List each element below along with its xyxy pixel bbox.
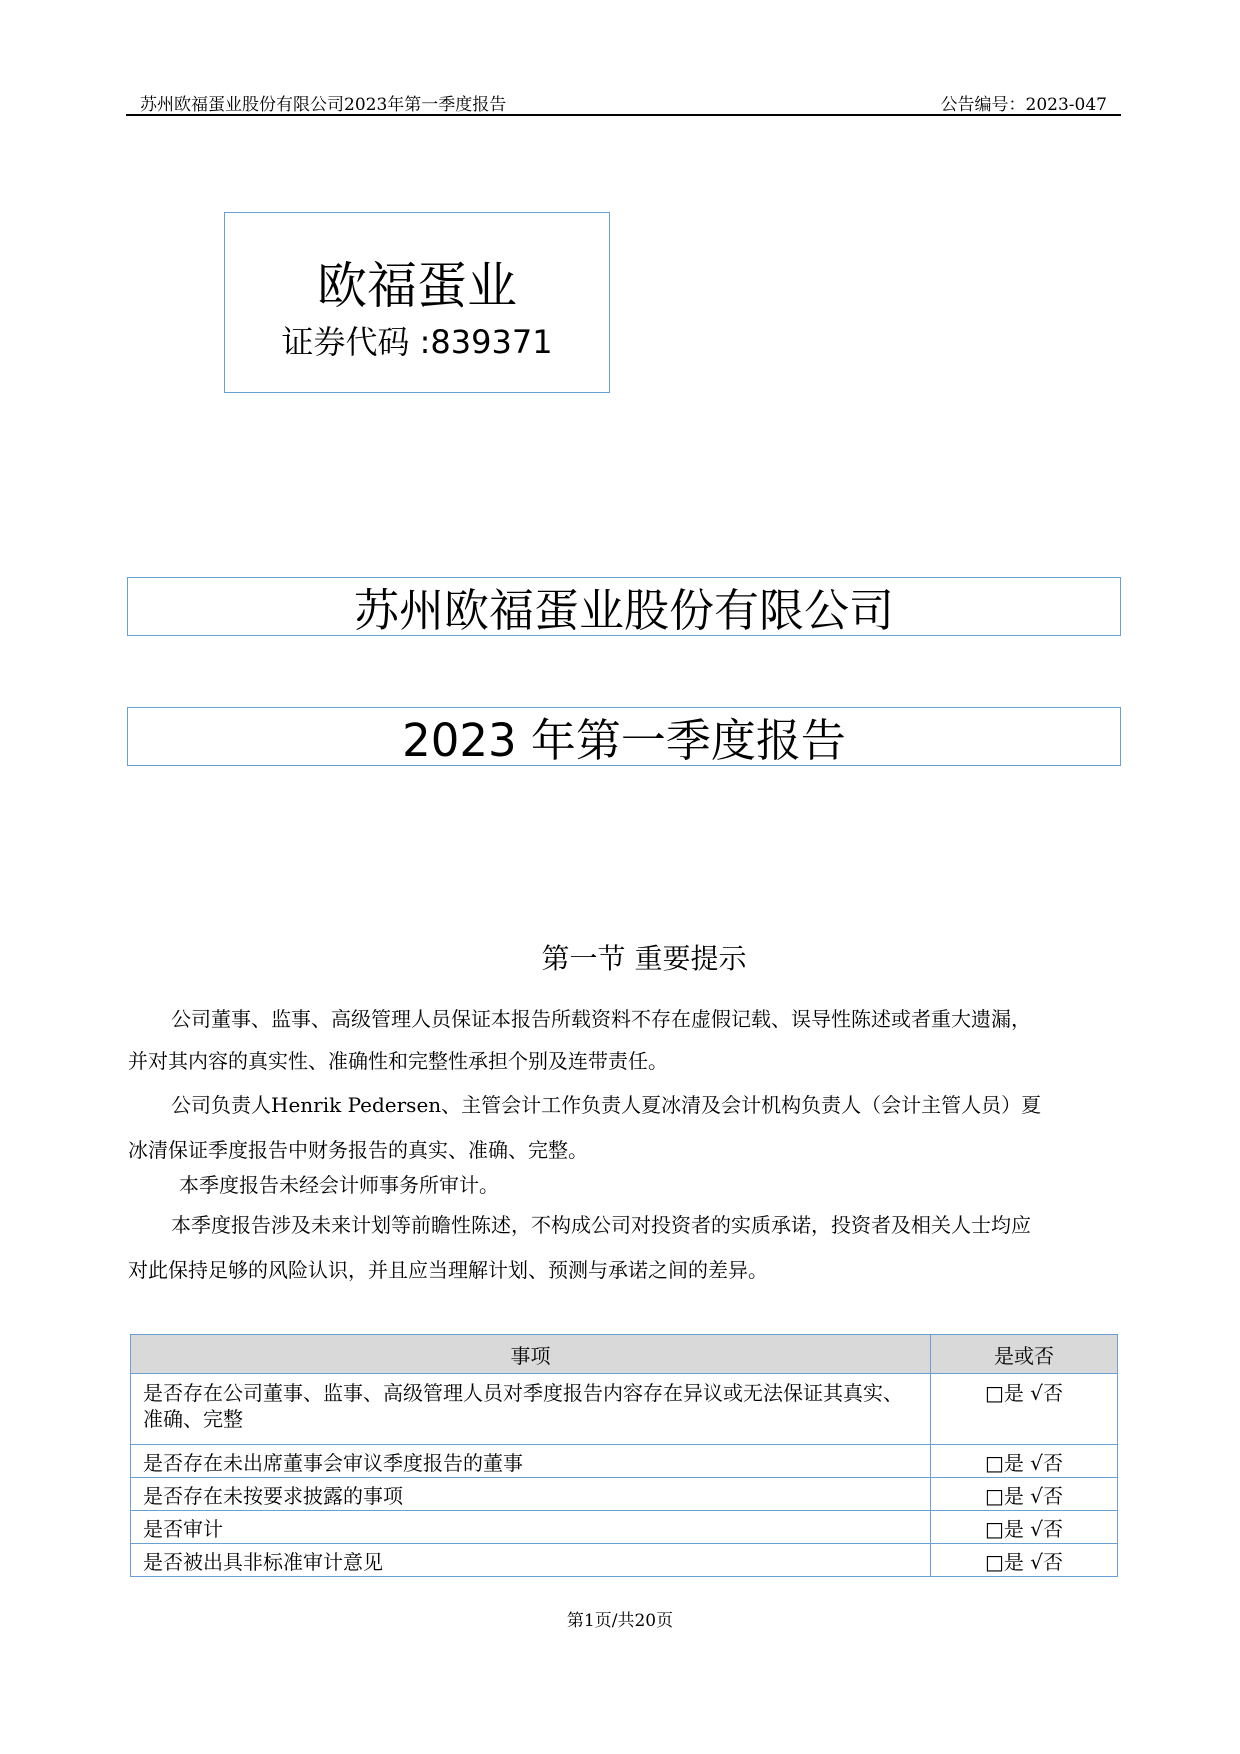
logo-box [224,212,610,393]
table-row [131,1374,1118,1445]
header-title: 苏州欧福蛋业股份有限公司2023年第一季度报告 [140,95,507,115]
row-answer: □是 √否 [931,1374,1118,1445]
company-name: 苏州欧福蛋业股份有限公司 [127,577,1121,636]
row-answer: □是 √否 [931,1544,1118,1577]
report-title: 2023 年第一季度报告 [127,707,1121,766]
stock-code: 证券代码 :839371 [281,322,553,361]
paragraph-line: 本季度报告未经会计师事务所审计。 [179,1173,499,1197]
row-item: 是否审计 [131,1511,931,1544]
paragraph-line: 公司董事、监事、高级管理人员保证本报告所载资料不存在虚假记载、误导性陈述或者重大遗漏， [171,1007,1031,1031]
row-item: 是否存在未出席董事会审议季度报告的董事 [131,1445,931,1478]
row-answer: □是 √否 [931,1478,1118,1511]
column-header-item: 事项 [131,1335,931,1374]
table-row [131,1544,1118,1577]
row-item: 是否存在公司董事、监事、高级管理人员对季度报告内容存在异议或无法保证其真实、准确、完整 [131,1374,931,1445]
header-divider [126,114,1121,116]
row-item: 是否被出具非标准审计意见 [131,1544,931,1577]
table-row [131,1511,1118,1544]
table-row [131,1445,1118,1478]
row-answer: □是 √否 [931,1445,1118,1478]
announcement-number: 公告编号：2023-047 [940,95,1107,115]
paragraph-line: 对此保持足够的风险认识，并且应当理解计划、预测与承诺之间的差异。 [128,1258,768,1282]
page-number: 第1页/共20页 [566,1611,674,1631]
table-header-row [131,1335,1118,1374]
row-item: 是否存在未按要求披露的事项 [131,1478,931,1511]
paragraph-line: 本季度报告涉及未来计划等前瞻性陈述，不构成公司对投资者的实质承诺，投资者及相关人士均应 [171,1213,1031,1237]
paragraph-line: 冰清保证季度报告中财务报告的真实、准确、完整。 [128,1138,588,1162]
section-title: 第一节 重要提示 [541,942,747,975]
paragraph-line: 并对其内容的真实性、准确性和完整性承担个别及连带责任。 [128,1049,668,1073]
logo-name: 欧福蛋业 [317,256,517,315]
table-row [131,1478,1118,1511]
disclosure-table [130,1334,1118,1577]
paragraph-line: 公司负责人Henrik Pedersen、主管会计工作负责人夏冰清及会计机构负责人（会计主管人员）夏 [171,1093,1042,1117]
column-header-answer: 是或否 [931,1335,1118,1374]
row-answer: □是 √否 [931,1511,1118,1544]
